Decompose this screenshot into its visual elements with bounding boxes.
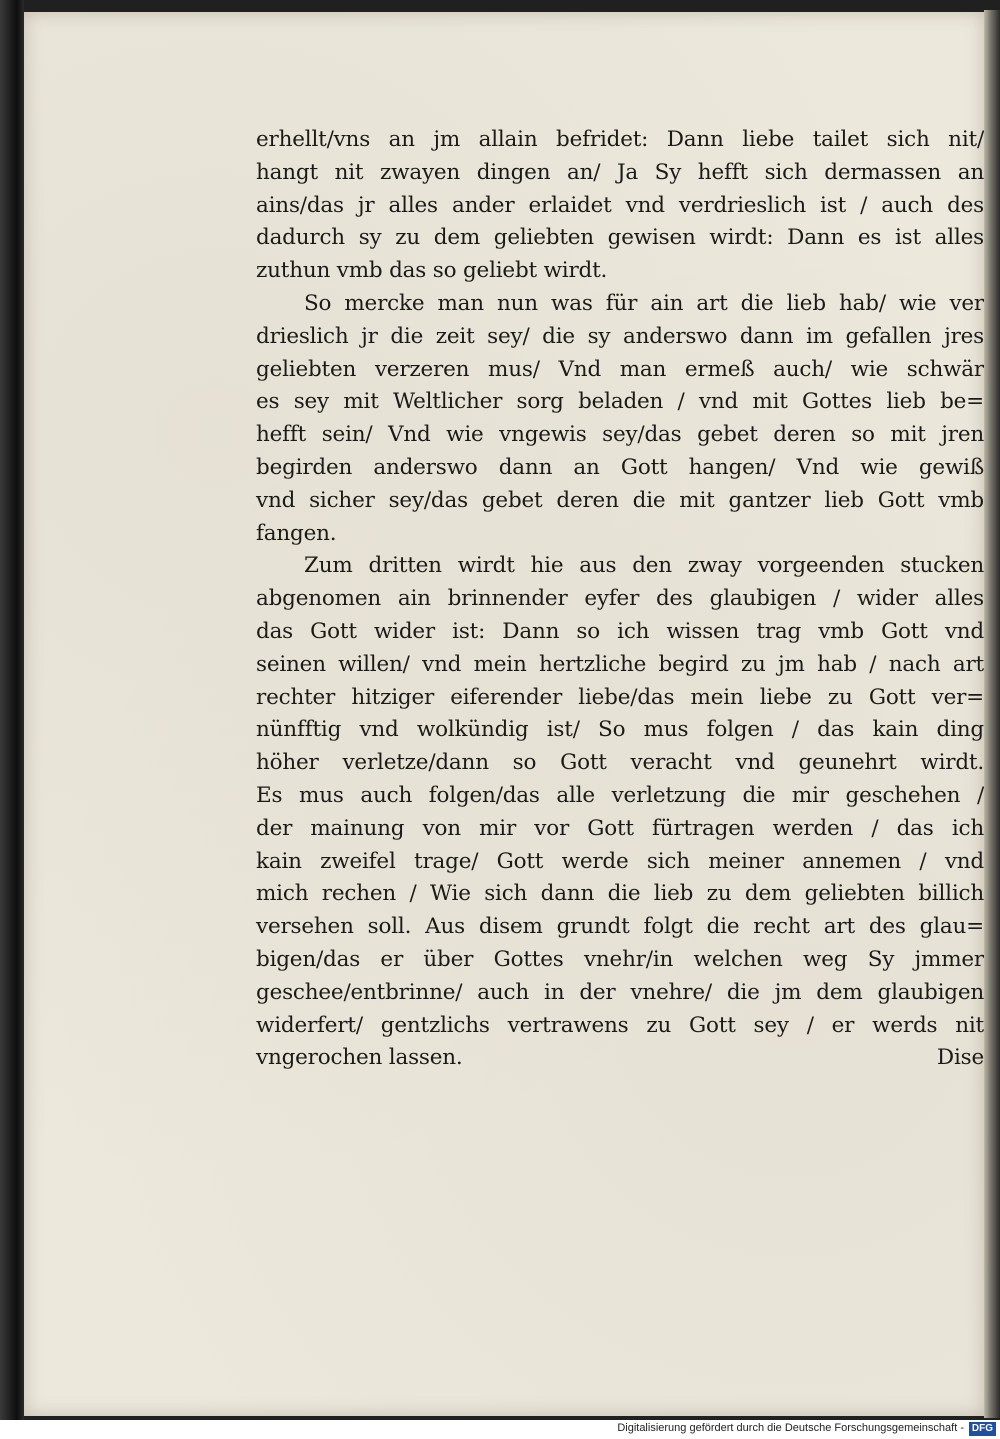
catchword: Dise — [936, 1045, 984, 1071]
text-line-10: hefft sein/ Vnd wie vngewis sey/das gebet deren so mit jren — [256, 422, 984, 448]
text-line-25: versehen soll. Aus disem grundt folgt die recht art des glau= — [256, 914, 984, 940]
page-edge-shadow — [984, 10, 1000, 1418]
text-line-20: höher verletze/dann so Gott veracht vnd geunehrt wirdt. — [256, 750, 984, 776]
text-line-23: kain zweifel trage/ Gott werde sich meiner annemen / vnd — [256, 848, 984, 874]
text-line-27: geschee/entbrinne/ auch in der vnehre/ die jm dem glaubigen — [256, 979, 984, 1005]
funding-notice: Digitalisierung gefördert durch die Deutsche Forschungsgemeinschaft - — [617, 1422, 964, 1434]
text-line-15: abgenomen ain brinnender eyfer des glaubigen / wider alles — [256, 586, 984, 612]
text-line-6: So mercke man nun was für ain art die lieb hab/ wie ver — [304, 290, 984, 316]
book-page — [24, 12, 987, 1416]
text-line-21: Es mus auch folgen/das alle verletzung die mir geschehen / — [256, 782, 984, 808]
text-line-29-row — [256, 1042, 984, 1075]
footer-bar — [0, 1420, 1000, 1439]
text-line-26: bigen/das er über Gottes vnehr/in welchen weg Sy jmmer — [256, 946, 984, 972]
text-line-7: drieslich jr die zeit sey/ die sy anderswo dann im gefallen jres — [256, 323, 984, 349]
text-line-11: begirden anderswo dann an Gott hangen/ Vnd wie gewiß — [256, 454, 984, 480]
text-line-13: fangen. — [256, 520, 337, 546]
text-line-3: ains/das jr alles ander erlaidet vnd verdrieslich ist / auch des — [256, 192, 984, 218]
scanner-frame-left — [0, 0, 24, 1420]
text-line-29: vngerochen lassen. — [256, 1045, 463, 1071]
text-line-1: erhellt/vns an jm allain befridet: Dann liebe tailet sich nit/ — [256, 127, 984, 152]
text-line-5: zuthun vmb das so geliebt wirdt. — [256, 258, 608, 284]
text-line-2: hangt nit zwayen dingen an/ Ja Sy hefft sich dermassen an — [256, 159, 984, 185]
text-line-18: rechter hitziger eiferender liebe/das mein liebe zu Gott ver= — [256, 684, 984, 710]
text-line-28: widerfert/ gentzlichs vertrawens zu Gott sey / er werds nit — [256, 1012, 984, 1038]
text-line-4: dadurch sy zu dem geliebten gewisen wirdt: Dann es ist alles — [256, 225, 984, 251]
dfg-logo: DFG — [969, 1422, 996, 1436]
text-line-14: Zum dritten wirdt hie aus den zway vorgeenden stucken — [304, 553, 984, 579]
text-line-19: nünfftig vnd wolkündig ist/ So mus folgen / das kain ding — [256, 717, 984, 743]
text-line-22: der mainung von mir vor Gott fürtragen werden / das ich — [256, 815, 984, 841]
text-line-12: vnd sicher sey/das gebet deren die mit gantzer lieb Gott vmb — [256, 487, 984, 513]
text-line-8: geliebten verzeren mus/ Vnd man ermeß auch/ wie schwär — [256, 356, 984, 382]
text-line-9: es sey mit Weltlicher sorg beladen / vnd mit Gottes lieb be= — [256, 389, 984, 415]
text-line-17: seinen willen/ vnd mein hertzliche begird zu jm hab / nach art — [256, 651, 984, 677]
text-line-24: mich rechen / Wie sich dann die lieb zu dem geliebten billich — [256, 881, 984, 907]
text-line-16: das Gott wider ist: Dann so ich wissen trag vmb Gott vnd — [256, 618, 984, 644]
page-text-block — [256, 124, 984, 1075]
